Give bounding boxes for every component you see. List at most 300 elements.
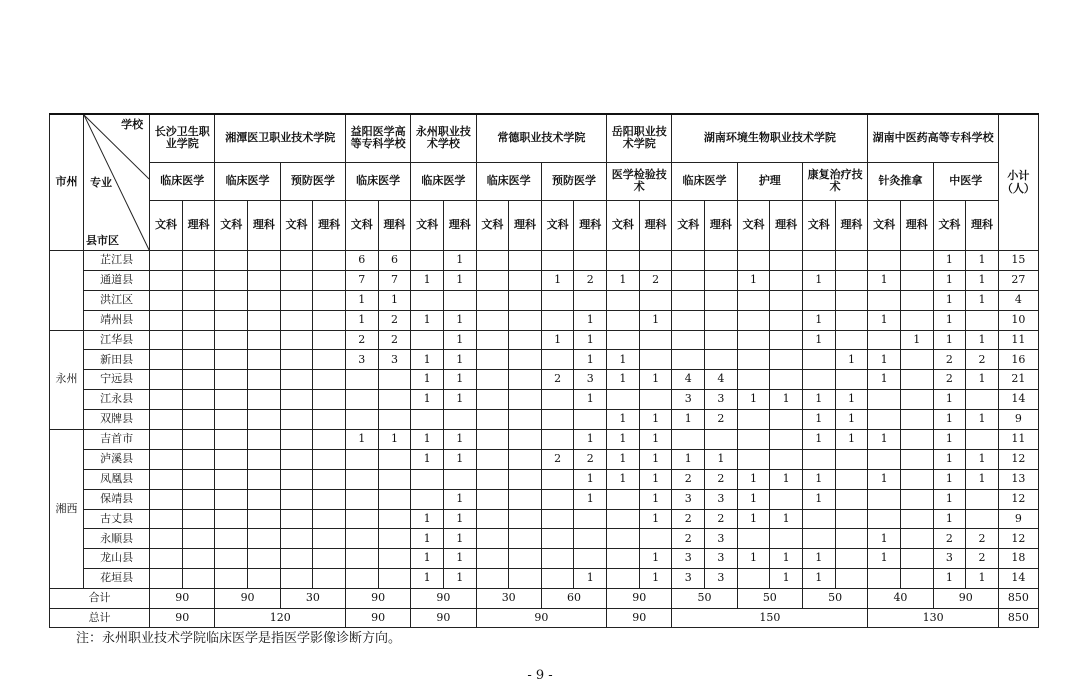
heji-cell: 40	[868, 589, 933, 609]
data-cell: 3	[933, 549, 966, 569]
data-cell: 1	[966, 330, 999, 350]
county-cell: 泸溪县	[84, 449, 150, 469]
city-cell: 永州	[50, 330, 84, 429]
data-cell	[443, 410, 476, 430]
data-cell	[280, 270, 313, 290]
data-cell	[345, 390, 378, 410]
data-cell: 1	[574, 489, 607, 509]
data-cell	[248, 430, 281, 450]
data-cell: 1	[607, 430, 640, 450]
data-cell	[737, 350, 770, 370]
data-cell	[313, 390, 346, 410]
data-cell: 1	[802, 569, 835, 589]
data-cell	[541, 251, 574, 271]
data-cell	[770, 529, 803, 549]
county-cell: 凤凰县	[84, 469, 150, 489]
data-cell: 3	[705, 390, 738, 410]
county-cell: 通道县	[84, 270, 150, 290]
data-cell	[248, 330, 281, 350]
school-label: 学校	[121, 118, 144, 131]
county-cell: 靖州县	[84, 310, 150, 330]
wen-header: 文科	[150, 200, 183, 250]
data-cell: 2	[345, 330, 378, 350]
city-cell: 湘西	[50, 430, 84, 589]
data-cell	[248, 449, 281, 469]
data-cell	[737, 330, 770, 350]
data-cell	[248, 509, 281, 529]
data-cell: 1	[443, 549, 476, 569]
data-cell	[835, 310, 868, 330]
data-cell: 1	[737, 549, 770, 569]
data-cell: 1	[802, 489, 835, 509]
data-cell: 1	[672, 449, 705, 469]
data-cell	[150, 549, 183, 569]
data-cell	[150, 251, 183, 271]
data-cell: 1	[639, 310, 672, 330]
data-cell	[280, 251, 313, 271]
data-cell: 1	[411, 529, 444, 549]
data-cell: 1	[802, 390, 835, 410]
data-cell: 1	[574, 350, 607, 370]
data-cell	[835, 449, 868, 469]
data-cell: 2	[933, 350, 966, 370]
data-cell: 6	[378, 251, 411, 271]
data-cell	[313, 410, 346, 430]
data-cell: 1	[672, 410, 705, 430]
data-cell	[802, 251, 835, 271]
data-cell: 1	[411, 350, 444, 370]
data-cell	[313, 529, 346, 549]
data-cell	[378, 390, 411, 410]
data-cell: 1	[966, 569, 999, 589]
data-cell: 1	[868, 529, 901, 549]
data-cell	[313, 370, 346, 390]
data-cell: 2	[672, 509, 705, 529]
data-cell	[802, 449, 835, 469]
data-cell	[182, 310, 215, 330]
li-header: 理科	[770, 200, 803, 250]
data-cell	[182, 489, 215, 509]
data-cell: 1	[541, 330, 574, 350]
data-cell	[835, 290, 868, 310]
data-cell	[476, 469, 509, 489]
data-cell: 1	[607, 469, 640, 489]
data-cell	[182, 350, 215, 370]
page-number: - 9 -	[527, 668, 553, 683]
data-cell	[182, 330, 215, 350]
heji-cell: 50	[737, 589, 802, 609]
major-header: 预防医学	[280, 162, 345, 200]
data-cell	[378, 509, 411, 529]
data-cell: 1	[639, 489, 672, 509]
subtotal-cell: 9	[998, 509, 1038, 529]
data-cell	[672, 350, 705, 370]
data-cell	[802, 370, 835, 390]
zongji-label: 总计	[50, 608, 150, 628]
data-cell: 1	[607, 449, 640, 469]
heji-cell: 90	[150, 589, 215, 609]
data-cell	[215, 469, 248, 489]
data-cell	[835, 270, 868, 290]
data-cell: 1	[378, 430, 411, 450]
data-cell	[150, 370, 183, 390]
wen-header: 文科	[541, 200, 574, 250]
data-cell	[509, 489, 542, 509]
major-header: 临床医学	[411, 162, 476, 200]
data-cell	[345, 410, 378, 430]
county-cell: 保靖县	[84, 489, 150, 509]
data-cell	[705, 330, 738, 350]
data-cell	[215, 290, 248, 310]
county-cell: 吉首市	[84, 430, 150, 450]
data-cell	[770, 449, 803, 469]
corner-header	[84, 114, 150, 251]
li-header: 理科	[182, 200, 215, 250]
data-cell: 1	[933, 390, 966, 410]
school-header: 岳阳职业技术学院	[607, 114, 672, 162]
data-cell: 3	[672, 569, 705, 589]
data-cell	[770, 330, 803, 350]
data-cell: 1	[378, 290, 411, 310]
data-cell	[215, 390, 248, 410]
data-cell: 1	[411, 569, 444, 589]
data-cell: 1	[607, 410, 640, 430]
county-cell: 芷江县	[84, 251, 150, 271]
data-cell: 3	[705, 569, 738, 589]
data-cell	[150, 489, 183, 509]
data-cell	[574, 509, 607, 529]
data-cell	[737, 251, 770, 271]
data-cell	[509, 350, 542, 370]
data-cell	[639, 251, 672, 271]
data-cell	[868, 390, 901, 410]
data-cell	[541, 509, 574, 529]
data-cell	[672, 330, 705, 350]
data-cell	[607, 529, 640, 549]
data-cell	[313, 310, 346, 330]
data-cell	[150, 290, 183, 310]
major-header: 临床医学	[672, 162, 737, 200]
major-header: 临床医学	[150, 162, 215, 200]
major-header: 中医学	[933, 162, 998, 200]
data-cell	[509, 330, 542, 350]
data-cell: 3	[672, 549, 705, 569]
data-cell	[313, 569, 346, 589]
zongji-cell: 130	[868, 608, 999, 628]
heji-cell: 50	[802, 589, 867, 609]
data-cell	[248, 410, 281, 430]
data-cell	[476, 410, 509, 430]
zongji-cell: 90	[345, 608, 410, 628]
subtotal-cell: 14	[998, 569, 1038, 589]
data-cell	[574, 529, 607, 549]
wen-header: 文科	[607, 200, 640, 250]
data-cell: 1	[607, 270, 640, 290]
data-cell	[150, 410, 183, 430]
subtotal-cell: 4	[998, 290, 1038, 310]
data-cell	[411, 489, 444, 509]
data-cell	[411, 469, 444, 489]
data-cell	[607, 390, 640, 410]
data-cell	[835, 569, 868, 589]
data-cell	[182, 390, 215, 410]
data-cell	[509, 390, 542, 410]
data-cell	[509, 290, 542, 310]
data-cell	[509, 569, 542, 589]
data-cell	[900, 270, 933, 290]
subtotal-cell: 12	[998, 489, 1038, 509]
data-cell: 1	[639, 410, 672, 430]
li-header: 理科	[248, 200, 281, 250]
data-cell	[280, 569, 313, 589]
county-cell: 双牌县	[84, 410, 150, 430]
data-cell	[574, 410, 607, 430]
data-cell	[868, 410, 901, 430]
data-cell	[737, 290, 770, 310]
data-cell: 1	[933, 469, 966, 489]
data-cell	[900, 509, 933, 529]
data-cell	[280, 410, 313, 430]
county-cell: 江华县	[84, 330, 150, 350]
data-cell	[541, 489, 574, 509]
data-cell: 1	[933, 290, 966, 310]
data-cell: 3	[378, 350, 411, 370]
data-cell	[639, 390, 672, 410]
data-cell: 1	[868, 310, 901, 330]
data-cell	[541, 350, 574, 370]
li-header: 理科	[509, 200, 542, 250]
data-cell: 1	[541, 270, 574, 290]
subtotal-cell: 9	[998, 410, 1038, 430]
wen-header: 文科	[411, 200, 444, 250]
subtotal-cell: 15	[998, 251, 1038, 271]
data-cell	[248, 529, 281, 549]
data-cell: 1	[933, 330, 966, 350]
data-cell	[737, 449, 770, 469]
data-cell	[900, 390, 933, 410]
data-cell	[966, 430, 999, 450]
data-cell	[835, 370, 868, 390]
data-cell: 2	[705, 469, 738, 489]
data-cell: 1	[737, 270, 770, 290]
data-cell	[509, 549, 542, 569]
data-cell	[150, 350, 183, 370]
data-cell	[313, 290, 346, 310]
data-cell	[966, 489, 999, 509]
data-cell	[509, 430, 542, 450]
data-cell	[150, 430, 183, 450]
data-cell: 2	[966, 529, 999, 549]
data-cell	[900, 529, 933, 549]
data-cell	[280, 509, 313, 529]
data-cell: 1	[802, 410, 835, 430]
data-cell	[280, 310, 313, 330]
data-cell	[509, 469, 542, 489]
data-cell	[378, 410, 411, 430]
data-cell	[770, 290, 803, 310]
data-cell: 1	[770, 549, 803, 569]
data-cell	[868, 330, 901, 350]
subtotal-cell: 10	[998, 310, 1038, 330]
wen-header: 文科	[672, 200, 705, 250]
data-cell	[215, 489, 248, 509]
data-cell	[215, 509, 248, 529]
data-cell: 1	[574, 390, 607, 410]
data-cell: 1	[737, 469, 770, 489]
li-header: 理科	[313, 200, 346, 250]
major-header: 临床医学	[476, 162, 541, 200]
data-cell: 1	[443, 370, 476, 390]
data-cell	[280, 489, 313, 509]
major-header: 护理	[737, 162, 802, 200]
data-cell	[476, 290, 509, 310]
data-cell	[835, 529, 868, 549]
data-cell: 1	[933, 270, 966, 290]
data-cell	[248, 251, 281, 271]
data-cell	[900, 251, 933, 271]
data-cell	[770, 489, 803, 509]
data-cell	[476, 251, 509, 271]
data-cell: 1	[639, 569, 672, 589]
data-cell: 2	[378, 330, 411, 350]
data-cell	[835, 251, 868, 271]
data-cell	[607, 569, 640, 589]
heji-cell: 60	[541, 589, 606, 609]
data-cell: 3	[672, 489, 705, 509]
data-cell	[182, 529, 215, 549]
data-cell	[900, 569, 933, 589]
data-cell	[182, 509, 215, 529]
data-cell	[345, 549, 378, 569]
data-cell	[248, 469, 281, 489]
data-cell	[313, 549, 346, 569]
data-cell	[509, 509, 542, 529]
data-cell	[150, 390, 183, 410]
data-cell	[248, 370, 281, 390]
data-cell	[215, 430, 248, 450]
heji-subtotal: 850	[998, 589, 1038, 609]
data-cell: 1	[868, 370, 901, 390]
data-cell: 1	[835, 390, 868, 410]
data-cell	[215, 370, 248, 390]
data-cell	[182, 569, 215, 589]
data-cell: 1	[443, 310, 476, 330]
wen-header: 文科	[868, 200, 901, 250]
data-cell	[215, 350, 248, 370]
data-cell	[411, 290, 444, 310]
data-cell: 1	[705, 449, 738, 469]
subtotal-cell: 13	[998, 469, 1038, 489]
data-cell	[574, 290, 607, 310]
data-cell: 1	[835, 430, 868, 450]
data-cell	[607, 290, 640, 310]
data-cell	[607, 310, 640, 330]
data-cell: 1	[443, 251, 476, 271]
li-header: 理科	[378, 200, 411, 250]
data-cell	[966, 310, 999, 330]
data-cell	[182, 270, 215, 290]
data-cell	[541, 529, 574, 549]
data-cell: 1	[574, 569, 607, 589]
data-cell	[868, 509, 901, 529]
data-cell	[900, 290, 933, 310]
data-cell: 1	[933, 310, 966, 330]
data-cell	[737, 430, 770, 450]
heji-cell: 90	[607, 589, 672, 609]
data-cell	[280, 549, 313, 569]
data-cell	[378, 569, 411, 589]
county-cell: 古丈县	[84, 509, 150, 529]
data-cell	[607, 549, 640, 569]
wen-header: 文科	[476, 200, 509, 250]
data-cell	[378, 529, 411, 549]
data-cell	[868, 569, 901, 589]
data-cell: 1	[933, 489, 966, 509]
data-cell: 1	[737, 509, 770, 529]
data-cell	[215, 310, 248, 330]
data-cell	[672, 430, 705, 450]
data-cell: 1	[345, 310, 378, 330]
data-cell: 3	[345, 350, 378, 370]
data-cell	[900, 370, 933, 390]
data-cell	[248, 290, 281, 310]
data-cell	[345, 489, 378, 509]
data-cell: 2	[672, 529, 705, 549]
data-cell: 1	[443, 330, 476, 350]
li-header: 理科	[574, 200, 607, 250]
data-cell	[802, 350, 835, 370]
data-cell: 1	[802, 549, 835, 569]
data-cell	[280, 390, 313, 410]
data-cell	[868, 489, 901, 509]
data-cell: 3	[672, 390, 705, 410]
data-cell: 2	[541, 449, 574, 469]
data-cell	[345, 469, 378, 489]
data-cell: 3	[574, 370, 607, 390]
data-cell: 3	[705, 549, 738, 569]
county-label: 县市区	[86, 234, 120, 248]
data-cell: 1	[802, 430, 835, 450]
data-cell: 1	[933, 569, 966, 589]
data-cell: 1	[933, 251, 966, 271]
data-cell	[443, 469, 476, 489]
data-cell: 7	[378, 270, 411, 290]
data-cell	[966, 390, 999, 410]
data-cell	[313, 469, 346, 489]
data-cell	[150, 449, 183, 469]
data-cell	[476, 569, 509, 589]
data-cell	[607, 251, 640, 271]
data-cell	[705, 350, 738, 370]
data-cell	[280, 469, 313, 489]
heji-cell: 90	[411, 589, 476, 609]
data-cell	[248, 569, 281, 589]
data-cell	[378, 489, 411, 509]
data-cell	[639, 330, 672, 350]
li-header: 理科	[966, 200, 999, 250]
data-cell	[672, 310, 705, 330]
data-cell	[509, 529, 542, 549]
data-cell	[672, 251, 705, 271]
data-cell: 1	[966, 290, 999, 310]
data-cell: 1	[443, 569, 476, 589]
li-header: 理科	[900, 200, 933, 250]
major-header: 针灸推拿	[868, 162, 933, 200]
data-cell: 1	[639, 509, 672, 529]
data-cell	[378, 449, 411, 469]
data-cell	[900, 489, 933, 509]
city-header: 市州	[50, 114, 84, 251]
